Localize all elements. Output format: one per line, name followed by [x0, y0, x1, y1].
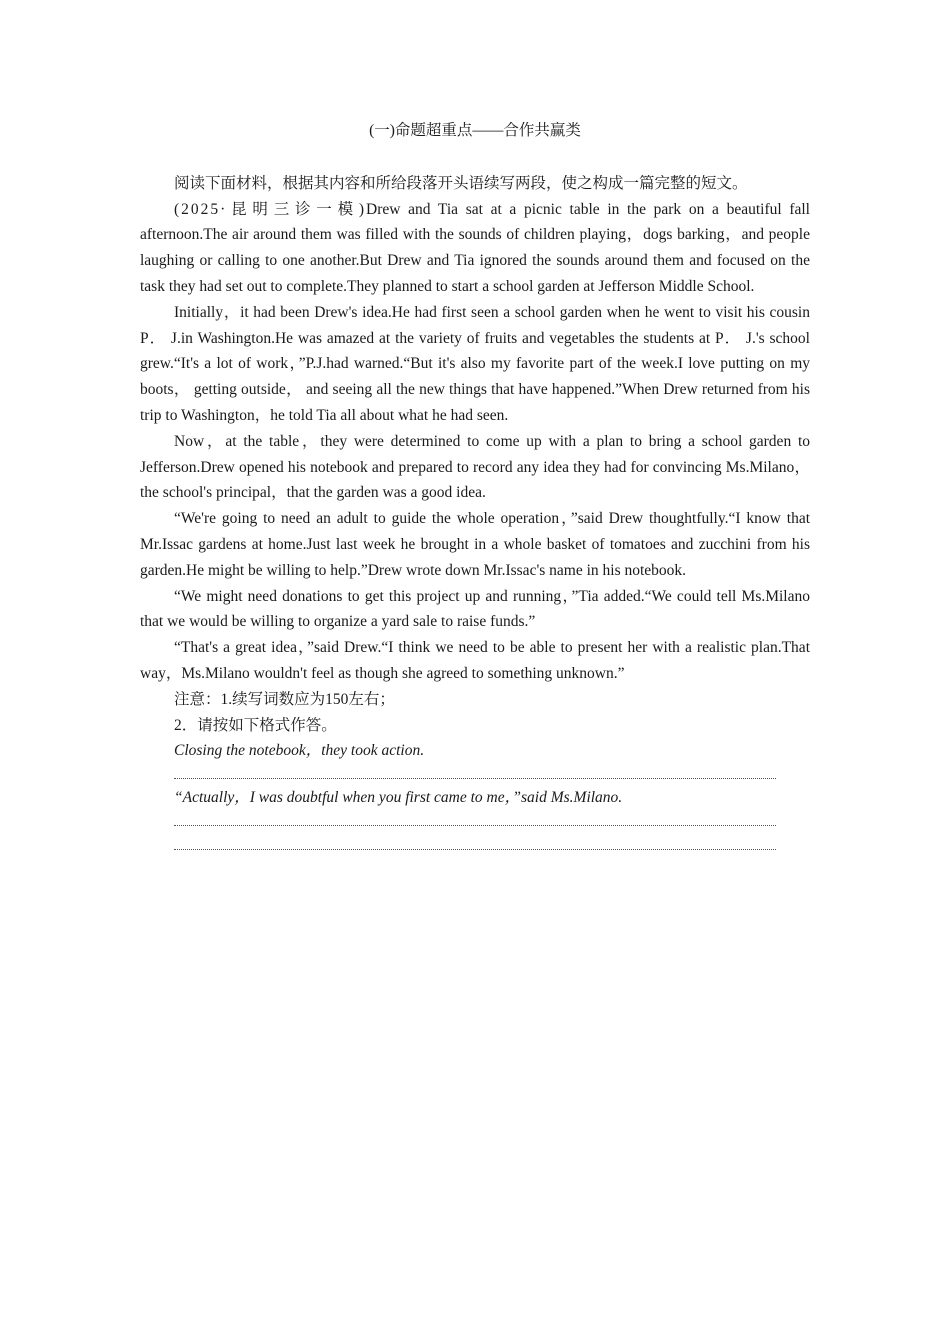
note-format: 2．请按如下格式作答。 [174, 716, 337, 734]
passage-paragraph-1 [140, 197, 810, 300]
instruction-text: 阅读下面材料，根据其内容和所给段落开头语续写两段，使之构成一篇完整的短文。 [174, 174, 748, 192]
continuation-prompt-1: Closing the notebook，they took action. [174, 742, 425, 760]
continuation-prompt-2: “Actually，I was doubtful when you first came to me，”said Ms.Milano. [174, 789, 623, 807]
passage-paragraph-3: Now，at the table，they were determined to come up with a plan to bring a school garden to Jefferson.Drew opened his notebook and prepared to record any idea they had for convincing Ms.Milano，the school's principal，that the garden was a good idea. [140, 432, 810, 502]
passage-paragraph-4: “We're going to need an adult to guide the whole operation，”said Drew thoughtfully.“I know that Mr.Issac gardens at home.Just last week he brought in a whole basket of tomatoes and zucchini from his garden.He might be willing to help.”Drew wrote down Mr.Issac's name in his notebook. [140, 510, 810, 579]
passage-paragraph-2: Initially，it had been Drew's idea.He had first seen a school garden when he went to visit his cousin P． J.in Washington.He was amazed at the variety of fruits and vegetables the students at P． J.'s school grew.“It's a lot of work，”P.J.had warned.“But it's also my favorite part of the week.I love putting on my boots， getting outside， and seeing all the new things that have happened.”When Drew returned from his trip to Washington，he told Tia all about what he had seen. [140, 303, 810, 424]
note-word-count: 注意：1.续写词数应为150左右； [174, 690, 395, 708]
answer-line-3[interactable] [174, 849, 776, 850]
source-citation: (2025·昆明三诊一模) [174, 200, 367, 218]
paragraph-1-text: Drew and Tia sat at a picnic table in the park on a beautiful fall afternoon.The air around them was filled with the sounds of children playing，dogs barking，and people laughing or calling to one another.But Drew and Tia ignored the sounds around them and focused on the task they had set out to complete.They planned to start a school garden at Jefferson Middle School. [140, 200, 810, 295]
page-title: (一)命题超重点——合作共赢类 [369, 122, 581, 139]
document-page [140, 118, 810, 850]
passage-paragraph-5: “We might need donations to get this project up and running，”Tia added.“We could tell Ms.Milano that we would be willing to organize a yard sale to raise funds.” [140, 587, 810, 631]
answer-line-1[interactable] [174, 778, 776, 779]
answer-line-2[interactable] [174, 825, 776, 826]
passage-paragraph-6: “That's a great idea，”said Drew.“I think we need to be able to present her with a realistic plan.That way，Ms.Milano wouldn't feel as though she agreed to something unknown.” [140, 639, 810, 682]
